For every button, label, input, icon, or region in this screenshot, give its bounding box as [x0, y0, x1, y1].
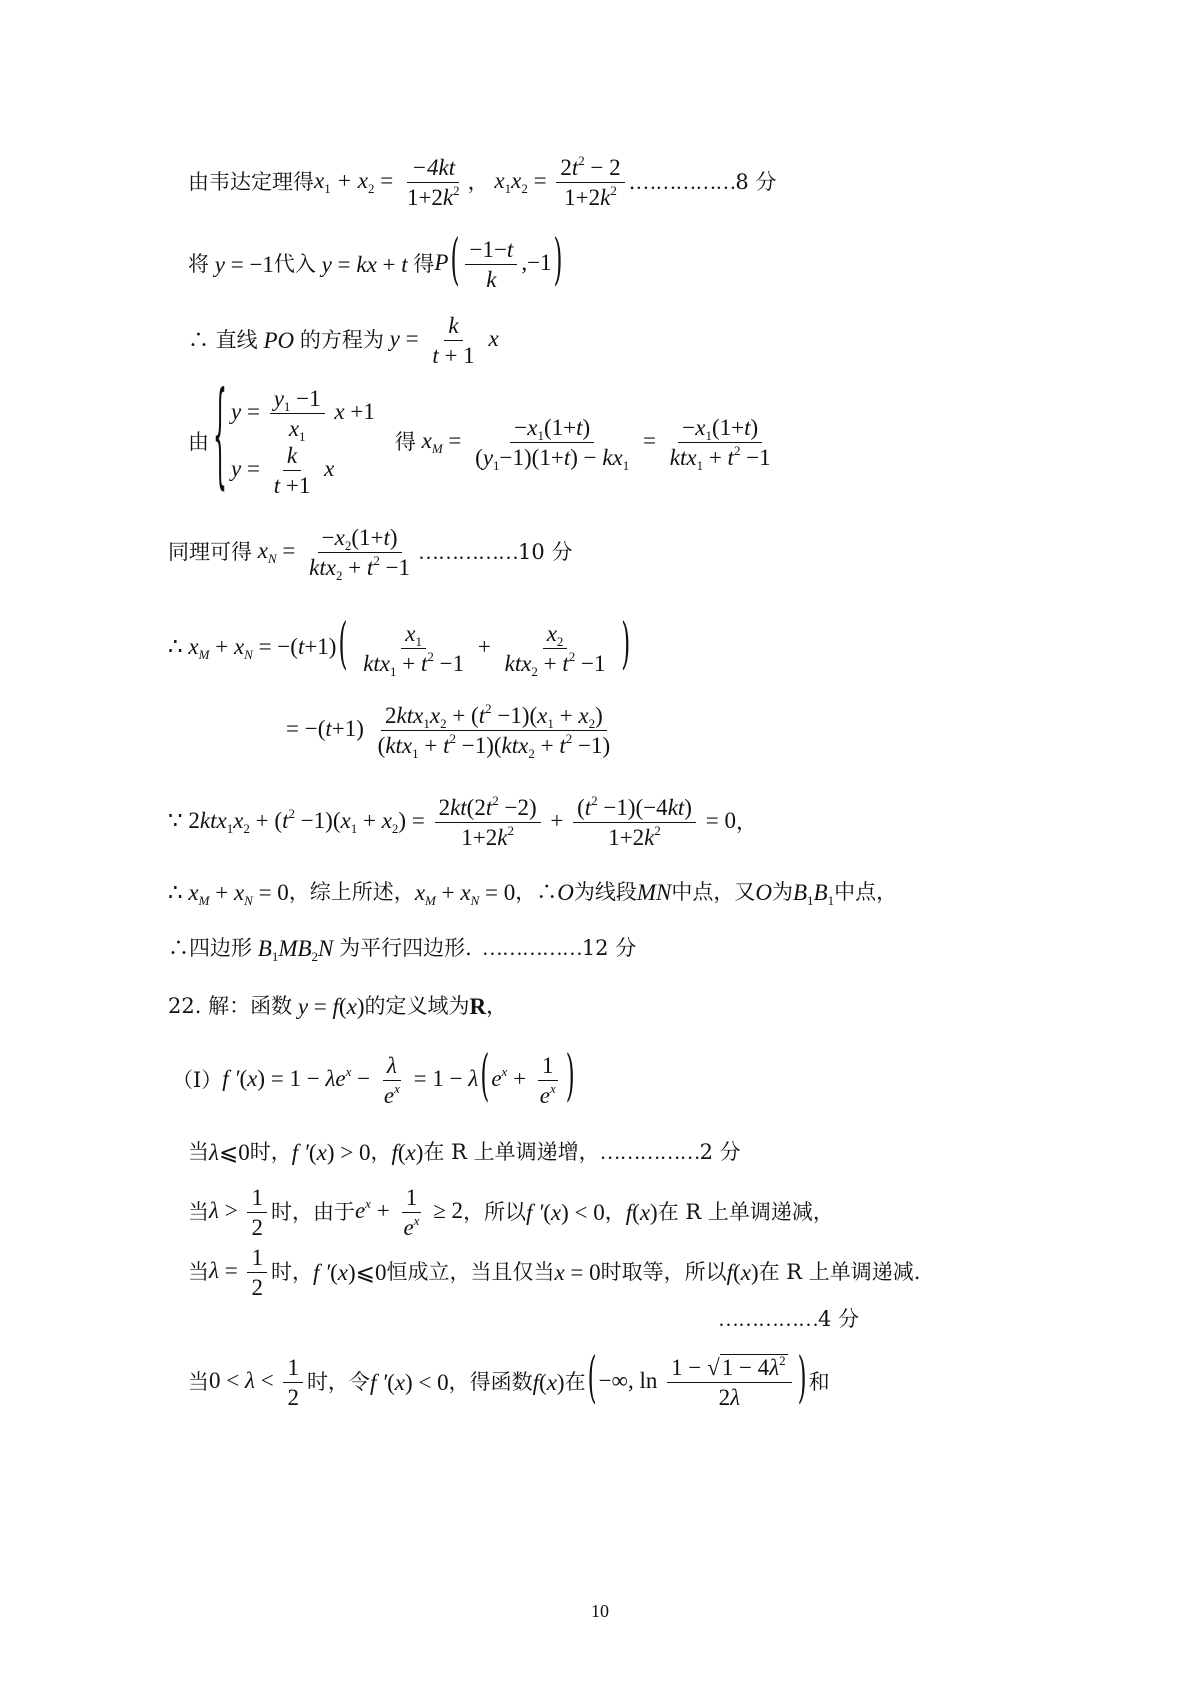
- text: ，: [604, 1199, 626, 1224]
- formula: λ > $\frac{1}{2}$: [209, 1186, 271, 1239]
- formula: f ′(x) < 0: [526, 1199, 605, 1225]
- text: 将: [188, 251, 209, 276]
- formula: f $'(x) = 1 - \lambda e^x$ − $\frac{\lambda}{e^x}$ = $1 - \lambda(e^x$ + $\frac{1}{e^x}$ ): [222, 1046, 575, 1109]
- text: ，综上所述，: [288, 879, 415, 904]
- formula: ∴ $x_M + x_N = 0$: [168, 879, 289, 908]
- text: ∴ 直线: [188, 327, 258, 352]
- text: 的方程为: [299, 327, 384, 352]
- text: 得: [413, 251, 435, 276]
- text: 中点，又: [671, 879, 756, 904]
- line-xn: [168, 524, 573, 583]
- text: 时，: [249, 1139, 292, 1164]
- text: 时，: [270, 1259, 313, 1284]
- formula: f ′(x) < 0: [369, 1369, 449, 1395]
- formula: ∵ $2ktx_1x_2 + (t^2 -1)(x_1 + x_2)$ = $\frac{2kt(2t^2 -2)}{1+2k^2}$ + $\frac{(t^2 -1)(-4kt)}{1+2k^2}$ = 0: [168, 792, 736, 850]
- text: 22. 解：函数: [168, 993, 293, 1018]
- formula: y = −1: [209, 251, 274, 277]
- text: 由韦达定理得: [188, 169, 314, 194]
- score: 10 分: [518, 539, 573, 564]
- formula: f(x): [726, 1259, 759, 1285]
- formula: O: [557, 879, 574, 905]
- text: 由: [188, 429, 209, 454]
- text: 时取等，所以: [600, 1259, 727, 1284]
- text: 时，令: [306, 1369, 370, 1394]
- text: 当: [188, 1139, 209, 1164]
- line-parallelogram: [168, 930, 636, 966]
- formula: x = 0: [554, 1259, 601, 1285]
- score: 8 分: [735, 169, 777, 194]
- line-vieta: [188, 154, 776, 210]
- line-score4: [718, 1304, 859, 1334]
- line-case2: [188, 1184, 834, 1240]
- text: 当: [188, 1259, 209, 1284]
- formula: PO: [257, 327, 300, 353]
- formula-xm: $x_M$ = $\frac{-x_1(1+t)}{(y_1-1)(1+t) - kx_1}$ = $\frac{-x_1(1+t)}{ktx_1 + t^2 -1}$: [415, 414, 771, 473]
- formula-product: $x_1x_2$ = $\frac{2t^2 - 2}{1+2k^2}$: [489, 156, 629, 209]
- formula: ∴ $x_M + x_N = -(t+1)$( $\frac{x_1}{ktx_1 + t^2 -1}$ + $\frac{x_2}{ktx_2 + t^2 -1}$ ): [168, 614, 631, 679]
- text: 恒成立，当且仅当: [386, 1259, 555, 1284]
- text: 同理可得: [168, 539, 252, 564]
- text: 在 R 上单调递减.: [758, 1259, 921, 1284]
- text: 时，由于: [270, 1199, 355, 1224]
- text: ，: [370, 1139, 392, 1164]
- formula: $e^x$ + $\frac{1}{e^x}$ ≥ 2: [354, 1184, 464, 1240]
- line-sum1: [168, 614, 632, 679]
- line-conclusion: [168, 874, 897, 910]
- text: 在 R 上单调递减，: [657, 1199, 834, 1224]
- text: 为线段: [573, 879, 637, 904]
- text: 在 R 上单调递增，: [423, 1139, 600, 1164]
- formula: λ = $\frac{1}{2}$: [209, 1246, 271, 1299]
- text: 当: [188, 1199, 209, 1224]
- formula: f ′(x)⩽0: [312, 1259, 387, 1285]
- formula-xn: $x_N$ = $\frac{-x_2(1+t)}{ktx_2 + t^2 -1}$: [252, 524, 411, 583]
- text: ，: [486, 993, 508, 1018]
- score: 12 分: [581, 935, 637, 960]
- formula: f(x): [391, 1139, 424, 1165]
- formula: y = kx + t: [315, 251, 414, 277]
- line-because: [168, 794, 757, 850]
- formula: 0 < λ < $\frac{1}{2}$: [209, 1356, 307, 1409]
- formula: $x_M + x_N = 0$: [414, 879, 516, 908]
- text: 代入: [273, 251, 316, 276]
- formula-system: y = $\frac{y_1 -1}{x_1}$ x +1 y = $\frac{k}{t +1}$ x: [231, 386, 375, 498]
- formula: f(x): [625, 1199, 658, 1225]
- text: 为平行四边形.: [339, 935, 472, 960]
- text: 为: [771, 879, 793, 904]
- text: ，: [467, 169, 489, 194]
- part-label: （Ⅰ）: [172, 1067, 223, 1092]
- brace: {: [213, 374, 227, 505]
- line-case1: [188, 1134, 741, 1170]
- text: ，: [735, 809, 757, 834]
- score-dots: ……………: [599, 1139, 700, 1164]
- line-substitute: [188, 230, 565, 293]
- formula-sum: $x_1 + x_2$ = $\frac{-4kt}{1+2k^2}$: [314, 154, 460, 210]
- text: 中点，: [834, 879, 898, 904]
- text: 在: [564, 1369, 586, 1394]
- text: ，所以: [463, 1199, 527, 1224]
- line-case4: [188, 1348, 830, 1412]
- score-dots: ……………: [718, 1306, 818, 1331]
- line-case3: [188, 1244, 920, 1300]
- text: ∴四边形: [168, 935, 252, 960]
- formula-interval: (−∞, ln $\frac{1 - √1 - 4\lambda^2}{2\lambda}$ ): [587, 1348, 807, 1411]
- formula: = −(t+1) $\frac{2ktx_1x_2 + (t^2 -1)(x_1 + x_2)}{(ktx_1 + t^2 -1)(ktx_2 + t^2 -1)}$: [286, 700, 611, 761]
- formula: y = f(x): [292, 993, 365, 1019]
- text: 和: [808, 1369, 830, 1394]
- line-po: [188, 312, 499, 368]
- text: 当: [188, 1369, 209, 1394]
- formula: f ′(x) > 0: [291, 1139, 371, 1165]
- text: 的定义域为: [364, 993, 470, 1018]
- text: ，得函数: [448, 1369, 533, 1394]
- score: 2 分: [699, 1139, 741, 1164]
- score: 4 分: [818, 1306, 860, 1331]
- formula: $B_1B_1$: [792, 879, 835, 908]
- text: ，∴: [515, 879, 558, 904]
- line-derivative: [172, 1046, 577, 1109]
- score-dots: ……………: [418, 539, 519, 564]
- text: 得: [394, 429, 416, 454]
- formula: MN: [636, 879, 672, 905]
- score-dots: ……………: [481, 935, 582, 960]
- formula: y = $\frac{k}{t + 1}$ x: [383, 312, 499, 368]
- score-dots: ……………: [635, 169, 736, 194]
- formula: O: [755, 879, 772, 905]
- formula: $B_1MB_2N$: [252, 935, 340, 964]
- text: .: [628, 169, 636, 194]
- formula: λ⩽0: [209, 1139, 250, 1165]
- line-sum2: [286, 700, 618, 761]
- line-q22: [168, 988, 507, 1024]
- page-number: 10: [591, 1601, 609, 1621]
- line-system: [188, 374, 779, 505]
- formula: f(x): [532, 1369, 565, 1395]
- formula-point-p: P( $\frac{-1-t}{k}$ ,−1): [434, 230, 563, 293]
- formula-r: R: [469, 993, 487, 1019]
